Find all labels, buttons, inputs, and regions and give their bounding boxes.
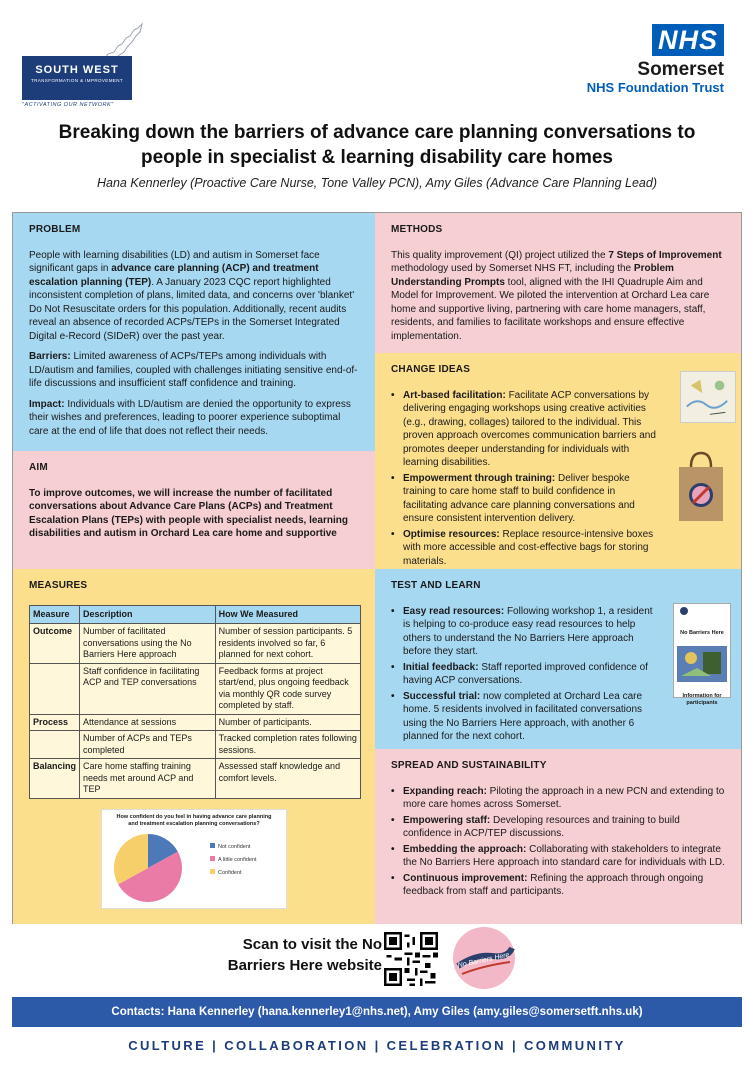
spread-item-label: Embedding the approach: (403, 843, 527, 855)
test-item-label: Successful trial: (403, 690, 481, 702)
barriers-paragraph (29, 350, 359, 391)
list-item (391, 872, 725, 899)
change-item-text: Facilitate ACP conversations by delivering engaging workshops using creative activities (e.g., drawing, collages) tailored to the individual. This proven approach overcomes communication barriers and promotes deeper understanding for individuals with learning disabilities. (403, 389, 656, 468)
problem-paragraph (29, 249, 359, 344)
contacts-bar: Contacts: Hana Kennerley (hana.kennerley1@nhs.net), Amy Giles (amy.giles@somersetft.nhs.uk) (12, 997, 742, 1027)
legend-label: A little confident (218, 857, 257, 863)
spread-panel (375, 749, 741, 925)
poster-header (0, 0, 754, 210)
nhs-trust-name: NHS Foundation Trust (586, 80, 724, 95)
test-item-text: Staff reported improved confidence of having ACP conversations. (403, 661, 648, 686)
change-ideas-list (391, 389, 661, 569)
test-item-label: Easy read resources: (403, 605, 505, 617)
poster-title (30, 120, 724, 170)
list-item (391, 605, 653, 659)
south-west-logo (18, 18, 148, 110)
methods-bold-2: Problem Understanding Prompts (391, 263, 674, 288)
title-line-2: people in specialist & learning disability care homes (141, 147, 613, 168)
spread-item-text: Piloting the approach in a new PCN and extending to more care homes across Somerset. (403, 785, 725, 810)
nhs-org-name: Somerset (637, 59, 724, 80)
scan-line-1: Scan to visit the No (242, 936, 382, 953)
table-cell: Number of ACPs and TEPs completed (80, 731, 216, 759)
table-cell: Feedback forms at project start/end, plus ongoing feedback via monthly QR code survey completed by staff. (215, 663, 360, 714)
test-item-text: now completed at Orchard Lea care home. 5 residents involved in facilitated conversations using the No Barriers Here approach, with another 6 planned for the next cohort. (403, 690, 643, 742)
change-item-label: Optimise resources: (403, 528, 500, 540)
easy-read-leaflet (673, 603, 731, 706)
poster-authors: Hana Kennerley (Proactive Care Nurse, Tone Valley PCN), Amy Giles (Advance Care Planning Lead) (97, 176, 657, 190)
measures-heading: MEASURES (29, 580, 88, 591)
nhs-badge: NHS (652, 24, 724, 56)
column-header: Description (80, 605, 216, 624)
spread-item-label: Expanding reach: (403, 785, 487, 797)
test-heading: TEST AND LEARN (391, 580, 481, 591)
leaflet-caption: Information for participants (682, 692, 722, 706)
qr-code-icon[interactable] (384, 932, 438, 986)
aim-panel (13, 451, 375, 569)
impact-label: Impact: (29, 398, 65, 410)
methods-bold-1: 7 Steps of Improvement (608, 249, 722, 261)
problem-heading: PROBLEM (29, 224, 81, 235)
legend-label: Confident (218, 870, 242, 876)
change-heading: CHANGE IDEAS (391, 364, 471, 375)
table-cell: Number of facilitated conversations using the No Barriers Here approach (80, 624, 216, 664)
table-row (30, 663, 361, 714)
column-header: Measure (30, 605, 80, 624)
table-cell: Outcome (30, 624, 80, 664)
scan-line-2: Barriers Here website (227, 957, 382, 974)
table-row (30, 624, 361, 664)
change-item-text: Replace resource-intensive boxes with more accessible and cost-effective bags for storing materials. (403, 528, 654, 567)
problem-panel (13, 213, 375, 451)
problem-text-bold: advance care planning (ACP) and treatment escalation planning (TEP) (29, 263, 319, 288)
qr-band (12, 924, 742, 996)
impact-text: Individuals with LD/autism are denied the opportunity to express their wishes and preferences, leading to poorer experience suboptimal care at the end of life that does not reflect their needs. (29, 398, 351, 437)
nbh-logo-text: No Barriers Here (457, 951, 511, 970)
leaflet-picture (677, 646, 727, 682)
measures-table (29, 605, 361, 799)
nhs-somerset-logo (574, 24, 724, 100)
aim-text-bold: To improve outcomes, we will increase the number of facilitated conversations about Advance Care Plans (ACPs) and Treatment Escalation Plans (TEPs) with people with specialist needs, learning disabilities and autism in Orchard Lea care home and supportive (29, 487, 348, 539)
list-item (391, 528, 661, 569)
list-item (391, 690, 653, 744)
legend-swatch (210, 856, 215, 861)
table-row (30, 731, 361, 759)
spread-item-text: Collaborating with stakeholders to integrate the No Barriers Here approach into standard care for individuals with LD. (403, 843, 725, 868)
methods-text-2: methodology used by Somerset NHS FT, including the (391, 263, 634, 274)
spread-heading: SPREAD AND SUSTAINABILITY (391, 760, 547, 771)
leaflet-title: No Barriers Here (680, 629, 724, 636)
table-cell: Number of participants. (215, 714, 360, 731)
poster-body (12, 212, 742, 924)
change-item-text: Deliver bespoke training to care home staff to build confidence in facilitating advance care planning conversations and ensure consistent intervention delivery. (403, 472, 635, 524)
list-item (391, 843, 725, 870)
sw-logo-title: SOUTH WEST (35, 64, 119, 76)
table-cell: Attendance at sessions (80, 714, 216, 731)
impact-paragraph (29, 398, 359, 439)
test-and-learn-panel (375, 569, 741, 749)
problem-text-c: . A January 2023 CQC report highlighted inconsistent completion of plans, limited data, and concerns over 'blanket' Do Not Resuscitate orders for this population. Additionally, recent audits reveal an absence of recorded ACPs/TEPs in the Somerset Integrated Digital e-Record (SIDeR) over the past year. (29, 276, 355, 342)
sw-tagline: "ACTIVATING OUR NETWORK" (22, 102, 114, 108)
table-cell: Number of session participants. 5 residents involved so far, 6 planned for next cohort. (215, 624, 360, 664)
resource-bag-photo (675, 451, 727, 523)
test-item-text: Following workshop 1, a resident is helping to co-produce easy read resources to help others to understand the No Barriers Here approach before they start. (403, 605, 653, 657)
spread-item-label: Empowering staff: (403, 814, 491, 826)
table-row (30, 759, 361, 799)
barriers-text: Limited awareness of ACPs/TEPs among individuals with LD/autism and families, coupled with challenges initiating sensitive end-of-life discussions and insufficient staff confidence and training. (29, 351, 358, 389)
problem-text-a: People with learning disabilities (LD) and autism in Somerset face significant gaps in (29, 249, 320, 274)
pie-chart-svg (102, 828, 286, 908)
methods-text-1: This quality improvement (QI) project utilized the (391, 249, 609, 261)
change-item-label: Art-based facilitation: (403, 389, 506, 401)
spread-item-text: Refining the approach through ongoing feedback from staff and participants. (403, 872, 704, 897)
chart-title: How confident do you feel in having advance care planning and treatment escalation planning conversations? (116, 814, 272, 827)
spread-list (391, 785, 725, 899)
nbh-small-logo-icon (674, 604, 732, 618)
list-item (391, 785, 725, 812)
methods-heading: METHODS (391, 224, 443, 235)
change-item-label: Empowerment through training: (403, 472, 556, 484)
table-cell: Tracked completion rates following sessions. (215, 731, 360, 759)
legend-label: Not confident (218, 844, 251, 850)
column-header: How We Measured (215, 605, 360, 624)
list-item (391, 661, 653, 688)
change-ideas-panel (375, 353, 741, 569)
table-cell: Staff confidence in facilitating ACP and TEP conversations (80, 663, 216, 714)
table-row (30, 714, 361, 731)
table-cell: Balancing (30, 759, 80, 799)
artwork-photo (680, 371, 736, 423)
scan-caption (212, 934, 382, 976)
legend-swatch (210, 843, 215, 848)
table-cell (30, 663, 80, 714)
south-west-badge (22, 56, 132, 100)
methods-panel (375, 213, 741, 353)
aim-text (29, 487, 359, 541)
test-item-label: Initial feedback: (403, 661, 479, 673)
methods-text (391, 249, 725, 344)
legend-swatch (210, 869, 215, 874)
footer-tagline: CULTURE | COLLABORATION | CELEBRATION | COMMUNITY (128, 1038, 626, 1053)
table-cell (30, 731, 80, 759)
confidence-pie-chart (101, 809, 287, 909)
spread-item-text: Developing resources and training to build confidence in ACP/TEP discussions. (403, 814, 680, 839)
list-item (391, 472, 661, 526)
table-cell: Assessed staff knowledge and comfort levels. (215, 759, 360, 799)
table-cell: Care home staffing training needs met around ACP and TEP (80, 759, 216, 799)
table-cell: Process (30, 714, 80, 731)
list-item (391, 389, 661, 470)
aim-heading: AIM (29, 462, 48, 473)
no-barriers-here-logo (452, 926, 516, 990)
sw-logo-subtitle: TRANSFORMATION & IMPROVEMENT (30, 78, 124, 83)
methods-text-3: tool, aligned with the IHI Quadruple Aim and Model for Improvement. We piloted the intervention at Orchard Lea care home and supportive living, partnering with care home managers, staff, residents, and families to facilitate workshops and ensure effective implementation. (391, 276, 710, 342)
title-line-1: Breaking down the barriers of advance care planning conversations to (58, 122, 696, 143)
measures-panel (13, 569, 375, 925)
table-header-row (30, 605, 361, 624)
test-list (391, 605, 653, 744)
spread-item-label: Continuous improvement: (403, 872, 528, 884)
barriers-label: Barriers: (29, 351, 71, 362)
list-item (391, 814, 725, 841)
